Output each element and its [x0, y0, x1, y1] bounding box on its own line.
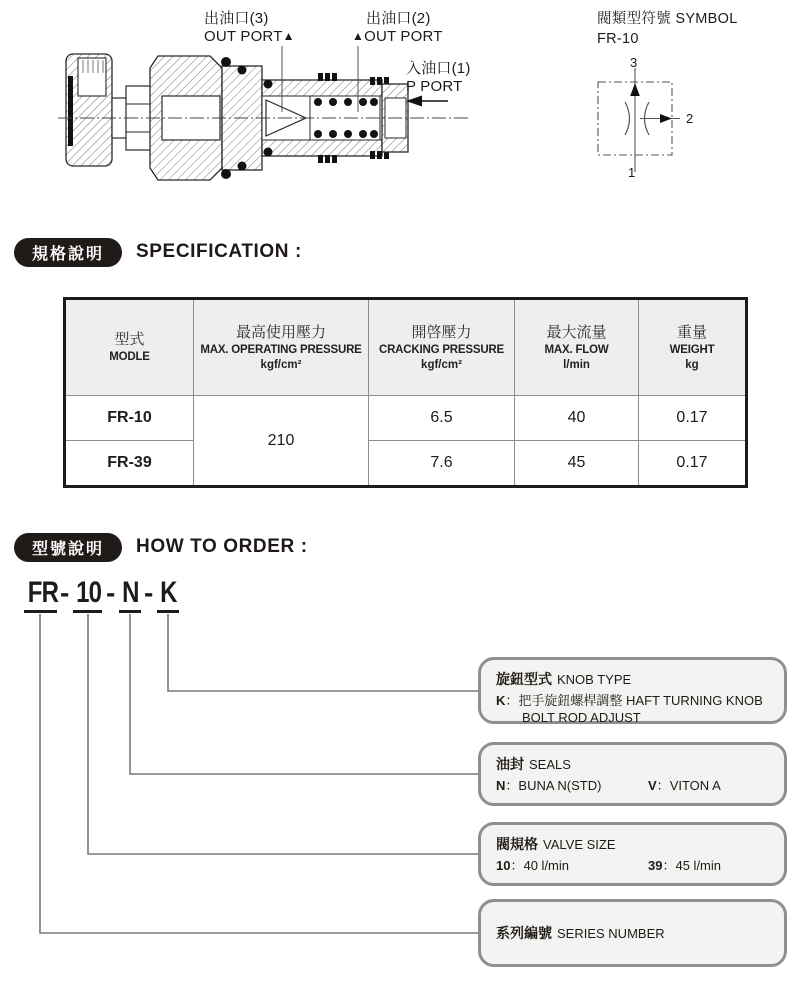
p-port-1-en: P PORT	[406, 78, 463, 95]
model-cell: FR-39	[65, 441, 194, 487]
callout-title-zh: 閥規格	[496, 836, 538, 852]
col-header-max-flow: 最大流量 MAX. FLOW l/min	[515, 299, 639, 396]
up-arrow-icon: ▲	[352, 29, 365, 43]
max-flow-cell: 45	[515, 441, 639, 487]
callout-entry: N：BUNA N(STD)	[496, 778, 602, 793]
callout-entry: V：VITON A	[648, 778, 721, 793]
out-port-3-label	[204, 10, 295, 46]
callout-series-number	[478, 899, 787, 967]
symbol-title	[597, 9, 738, 49]
out-port-2-en: OUT PORT	[364, 28, 443, 45]
callout-title-zh: 旋鈕型式	[496, 671, 552, 687]
callout-title-zh: 油封	[496, 756, 524, 772]
weight-cell: 0.17	[639, 441, 747, 487]
p-port-1-zh: 入油口(1)	[406, 60, 471, 77]
symbol-title-zh: 閥類型符號	[597, 11, 671, 27]
out-port-2-zh: 出油口(2)	[366, 10, 431, 27]
symbol-port-2: 2	[686, 111, 694, 126]
col-header-model: 型式 MODLE	[65, 299, 194, 396]
operating-pressure-cell: 210	[194, 396, 369, 487]
out-port-3-en: OUT PORT	[204, 28, 283, 45]
cracking-pressure-cell: 7.6	[369, 441, 515, 487]
code-dash: -	[60, 577, 70, 608]
p-port-flow-arrow-icon	[406, 96, 448, 107]
table-row	[65, 396, 747, 441]
code-segment-seal: N	[119, 578, 141, 613]
table-row	[65, 441, 747, 487]
out-port-2-label	[352, 10, 443, 46]
callout-entry: 10：40 l/min	[496, 858, 570, 873]
model-cell: FR-10	[65, 396, 194, 441]
symbol-title-en: SYMBOL	[675, 11, 738, 27]
code-segment-knob: K	[157, 578, 179, 613]
spec-section-badge: 規格說明	[14, 238, 122, 267]
callout-title-zh: 系列編號	[496, 925, 552, 941]
callout-title-en: SERIES NUMBER	[557, 926, 665, 941]
order-section-heading: HOW TO ORDER :	[136, 536, 308, 557]
callout-title-en: SEALS	[529, 757, 571, 772]
out-port-3-zh: 出油口(3)	[204, 10, 269, 27]
symbol-port-1: 1	[628, 165, 636, 180]
callout-knob-type	[478, 657, 787, 724]
callout-title-en: VALVE SIZE	[543, 837, 616, 852]
spec-header-row	[65, 299, 747, 396]
callout-entry: 39：45 l/min	[648, 858, 722, 873]
col-header-weight: 重量 WEIGHT kg	[639, 299, 747, 396]
symbol-port-3: 3	[630, 55, 638, 70]
code-dash: -	[144, 577, 154, 608]
code-dash: -	[106, 577, 116, 608]
col-header-operating-pressure: 最高使用壓力 MAX. OPERATING PRESSURE kgf/cm²	[194, 299, 369, 396]
order-section-badge: 型號說明	[14, 533, 122, 562]
up-arrow-icon: ▲	[282, 29, 295, 43]
code-segment-size: 10	[73, 578, 102, 613]
spec-section-heading: SPECIFICATION :	[136, 241, 302, 262]
col-header-cracking-pressure: 開啓壓力 CRACKING PRESSURE kgf/cm²	[369, 299, 515, 396]
symbol-model: FR-10	[597, 31, 639, 47]
callout-entry: K：把手旋鈕螺桿調整 HAFT TURNING KNOB BOLT ROD ADJUST	[496, 693, 763, 725]
weight-cell: 0.17	[639, 396, 747, 441]
max-flow-cell: 40	[515, 396, 639, 441]
p-port-1-label	[406, 60, 471, 96]
specification-table	[63, 297, 748, 488]
callout-seals	[478, 742, 787, 806]
code-segment-series: FR	[24, 578, 57, 613]
cracking-pressure-cell: 6.5	[369, 396, 515, 441]
callout-valve-size	[478, 822, 787, 886]
callout-title-en: KNOB TYPE	[557, 672, 632, 687]
